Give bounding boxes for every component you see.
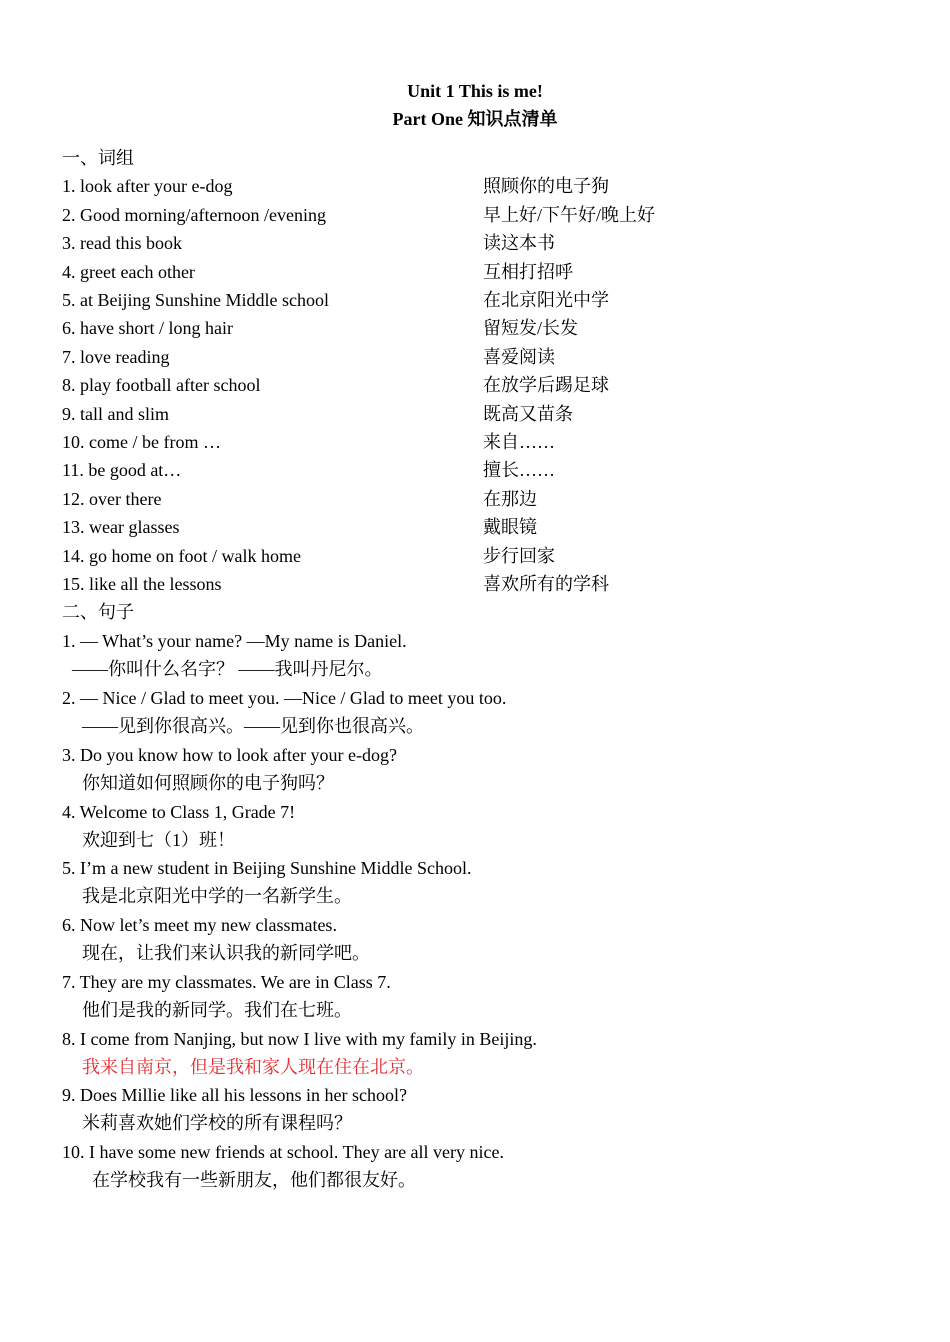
phrase-zh: 在放学后踢足球: [483, 375, 609, 395]
sentence-zh: ——你叫什么名字？ ——我叫丹尼尔。: [72, 659, 383, 679]
phrase-en: 3. read this book: [62, 233, 182, 253]
phrase-zh: 喜爱阅读: [483, 347, 555, 367]
sentence-en: 10. I have some new friends at school. They are all very nice.: [62, 1142, 505, 1162]
phrase-zh: 既高又苗条: [483, 404, 573, 424]
sentence-en: 7. They are my classmates. We are in Class 7.: [62, 972, 391, 992]
phrase-en: 8. play football after school: [62, 375, 261, 395]
phrase-en: 2. Good morning/afternoon /evening: [62, 205, 326, 225]
phrase-zh: 在北京阳光中学: [483, 290, 609, 310]
phrase-en: 10. come / be from …: [62, 432, 221, 452]
sentence-zh: 在学校我有一些新朋友，他们都很友好。: [92, 1170, 416, 1190]
phrase-en: 1. look after your e-dog: [62, 176, 233, 196]
sentence-en: 3. Do you know how to look after your e-dog?: [62, 745, 397, 765]
document-subtitle: Part One 知识点清单: [392, 109, 558, 129]
phrase-zh: 照顾你的电子狗: [483, 176, 609, 196]
phrase-zh: 留短发/长发: [483, 318, 579, 338]
phrase-zh: 来自……: [483, 432, 555, 452]
phrase-en: 11. be good at…: [62, 460, 182, 480]
phrase-zh: 读这本书: [483, 233, 555, 253]
phrase-en: 13. wear glasses: [62, 517, 180, 537]
phrase-en: 15. like all the lessons: [62, 574, 222, 594]
phrase-en: 4. greet each other: [62, 262, 195, 282]
phrase-en: 9. tall and slim: [62, 404, 169, 424]
sentence-zh: 米莉喜欢她们学校的所有课程吗？: [82, 1113, 352, 1133]
phrase-zh: 擅长……: [483, 460, 555, 480]
section-heading-phrases: 一、词组: [62, 148, 134, 168]
sentence-en: 1. — What’s your name? —My name is Daniel.: [62, 631, 407, 651]
sentence-en: 9. Does Millie like all his lessons in her school?: [62, 1085, 407, 1105]
sentence-zh: ——见到你很高兴。——见到你也很高兴。: [82, 716, 424, 736]
phrase-en: 6. have short / long hair: [62, 318, 233, 338]
sentence-zh: 他们是我的新同学。我们在七班。: [82, 1000, 352, 1020]
sentence-en: 2. — Nice / Glad to meet you. —Nice / Glad to meet you too.: [62, 688, 507, 708]
phrase-zh: 早上好/下午好/晚上好: [483, 205, 656, 225]
phrase-en: 7. love reading: [62, 347, 170, 367]
sentence-en: 4. Welcome to Class 1, Grade 7!: [62, 802, 296, 822]
sentence-zh: 现在，让我们来认识我的新同学吧。: [82, 943, 370, 963]
phrase-zh: 步行回家: [483, 546, 555, 566]
section-heading-sentences: 二、句子: [62, 602, 134, 622]
phrase-zh: 戴眼镜: [483, 517, 537, 537]
document-title: Unit 1 This is me!: [407, 81, 543, 101]
phrase-en: 12. over there: [62, 489, 162, 509]
sentence-zh: 欢迎到七（1）班！: [82, 830, 235, 850]
phrase-en: 5. at Beijing Sunshine Middle school: [62, 290, 329, 310]
sentence-zh: 我是北京阳光中学的一名新学生。: [82, 886, 352, 906]
sentence-en: 8. I come from Nanjing, but now I live with my family in Beijing.: [62, 1029, 537, 1049]
sentence-en: 6. Now let’s meet my new classmates.: [62, 915, 337, 935]
phrase-zh: 喜欢所有的学科: [483, 574, 609, 594]
sentence-zh: 你知道如何照顾你的电子狗吗？: [82, 773, 334, 793]
phrase-zh: 在那边: [483, 489, 537, 509]
phrase-en: 14. go home on foot / walk home: [62, 546, 301, 566]
phrase-zh: 互相打招呼: [483, 262, 573, 282]
sentence-en: 5. I’m a new student in Beijing Sunshine Middle School.: [62, 858, 472, 878]
sentence-zh-highlighted: 我来自南京，但是我和家人现在住在北京。: [82, 1057, 424, 1077]
